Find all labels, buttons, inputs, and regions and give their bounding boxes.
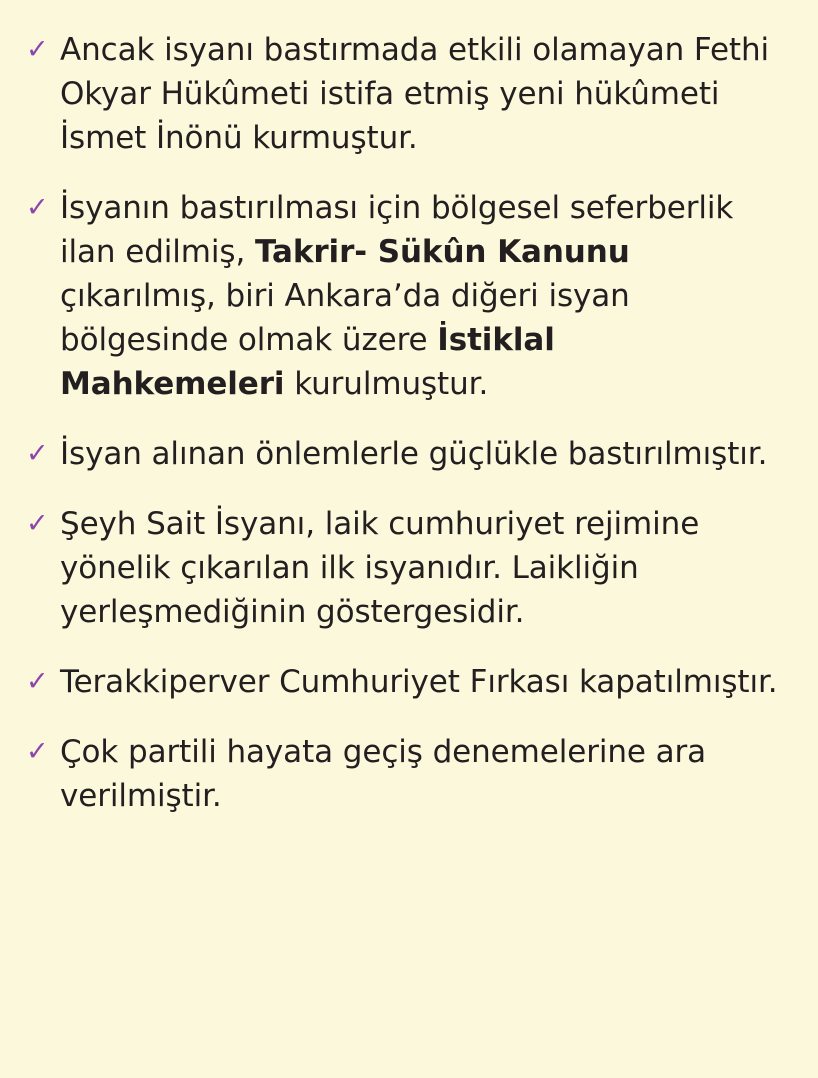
check-mark-icon: ✓	[26, 736, 49, 767]
plain-text: Ancak isyanı bastırmada etkili olamayan Fethi Okyar Hükûmeti istifa etmiş yeni hükûmeti İsmet İnönü kurmuştur.	[60, 32, 770, 156]
list-item-text	[60, 502, 784, 634]
check-mark-icon: ✓	[26, 438, 49, 469]
list-item-text	[60, 660, 784, 704]
list-item	[22, 502, 784, 634]
list-item-text	[60, 186, 784, 406]
list-item	[22, 730, 784, 818]
emphasized-text: Takrir- Sükûn Kanunu	[254, 234, 630, 270]
plain-text: İsyan alınan önlemlerle güçlükle bastırılmıştır.	[60, 436, 768, 472]
list-item	[22, 432, 784, 476]
plain-text: Çok partili hayata geçiş denemelerine ara verilmiştir.	[60, 734, 707, 814]
bullet-list	[22, 28, 784, 818]
list-item	[22, 28, 784, 160]
list-item-text	[60, 28, 784, 160]
check-mark-icon: ✓	[26, 666, 49, 697]
list-item	[22, 660, 784, 704]
check-mark-icon: ✓	[26, 508, 49, 539]
check-mark-icon: ✓	[26, 192, 49, 223]
check-mark-icon: ✓	[26, 34, 49, 65]
list-item	[22, 186, 784, 406]
plain-text: Şeyh Sait İsyanı, laik cumhuriyet rejimine yönelik çıkarılan ilk isyanıdır. Laikliğin yerleşmediğinin göstergesidir.	[60, 506, 700, 630]
plain-text: İsyanın bastırılması için bölgesel seferberlik ilan edilmiş,	[60, 190, 734, 270]
plain-text: kurulmuştur.	[284, 366, 489, 402]
emphasized-text: İstiklal Mahkemeleri	[60, 322, 555, 402]
plain-text: çıkarılmış, biri Ankara’da diğeri isyan bölgesinde olmak üzere	[60, 278, 630, 358]
list-item-text	[60, 432, 784, 476]
list-item-text	[60, 730, 784, 818]
plain-text: Terakkiperver Cumhuriyet Fırkası kapatılmıştır.	[60, 664, 778, 700]
